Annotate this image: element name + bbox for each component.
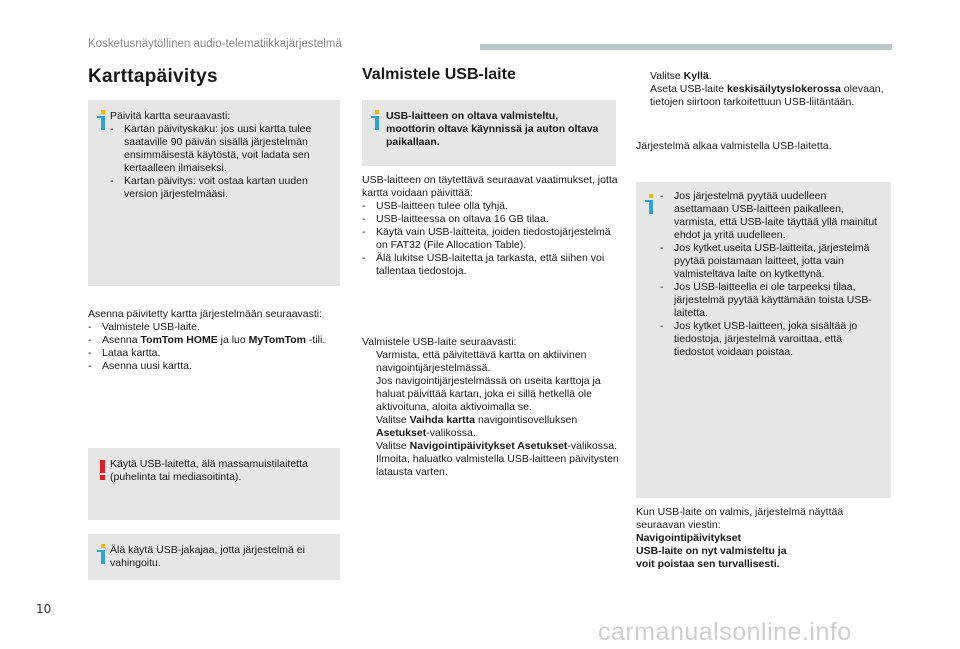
list-item: - Asenna uusi kartta. [88,360,192,372]
list-item: - USB-laitteen tulee olla tyhjä. [362,200,508,212]
ready-message-line: USB-laite on nyt valmisteltu ja [636,545,787,557]
section-title-prepare-usb: Valmistele USB-laite [362,66,516,83]
list-item: - Jos kytket USB-laitteen, joka sisältää jo tiedostoja, järjestelmä varoittaa, että tiedostot voidaan poistaa. [660,320,858,358]
list-item: - Älä lukitse USB-laitetta ja tarkasta, että siihen voi tallentaa tiedostoja. [362,252,605,277]
info-icon [370,110,386,130]
list-item: Valitse Vaihda kartta navigointisovelluksen Asetukset-valikossa. [376,414,578,439]
prepare-intro: Valmistele USB-laite seuraavasti: [362,336,517,348]
list-item: Ilmoita, haluatko valmistella USB-laitteen päivitysten latausta varten. [376,453,619,478]
list-item: Valitse Navigointipäivitykset Asetukset-valikossa. [376,440,618,452]
list-item: Valitse Kyllä. [650,70,712,82]
info-box-usb-errors [636,182,891,498]
list-item: Aseta USB-laite keskisäilytyslokerossa olevaan, tietojen siirtoon tarkoitettuun USB-liitäntään. [650,83,884,108]
prepare-steps-continued [636,70,892,109]
box-intro: Päivitä kartta seuraavasti: [110,110,231,122]
system-preparing-text: Järjestelmä alkaa valmistella USB-laitetta. [636,140,832,152]
list-item: - Jos kytket useita USB-laitteita, järjestelmä pyytää poistamaan laitteet, jotta vain valmisteltava laite on kytkettynä. [660,242,870,280]
ready-message-line: voit poistaa sen turvallisesti. [636,558,780,570]
warning-box-usb: Käytä USB-laitetta, älä massamuistilaitetta (puhelinta tai mediasoitinta). [88,448,340,520]
list-item: - Asenna TomTom HOME ja luo MyTomTom -tili. [88,334,326,346]
install-intro: Asenna päivitetty kartta järjestelmään seuraavasti: [88,308,323,320]
list-item: Varmista, että päivitettävä kartta on aktiivinen navigointijärjestelmässä. Jos navigointijärjestelmässä on useita karttoja ja haluat päivittää kartan, joka ei sillä hetkellä ole aktivoituna, aloita aktivoimalla se. [376,349,601,413]
list-item: - Kartan päivitys: voit ostaa kartan uuden version järjestelmääsi. [110,175,308,200]
list-item: - USB-laitteessa on oltava 16 GB tilaa. [362,213,549,225]
ready-message-line: Navigointipäivitykset [636,532,742,544]
watermark: carmanualsonline.info [598,618,852,646]
install-steps [88,308,344,373]
header-title: Kosketusnäytöllinen audio-telematiikkajärjestelmä [88,38,342,50]
ready-intro: Kun USB-laite on valmis, järjestelmä näyttää seuraavan viestin: [636,506,844,531]
requirements-intro: USB-laitteen on täytettävä seuraavat vaatimukset, jotta kartta voidaan päivittää: [362,174,618,199]
usb-ready-message [636,506,892,571]
info-box-usb-hub: Älä käytä USB-jakajaa, jotta järjestelmä ei vahingoitu. [88,534,340,580]
list-item: - Käytä vain USB-laitteita, joiden tiedostojärjestelmä on FAT32 (File Allocation Table). [362,226,611,251]
list-item: - Valmistele USB-laite. [88,321,200,333]
prepare-steps [362,336,620,479]
list-item: - Lataa kartta. [88,347,161,359]
info-icon [644,194,660,214]
usb-requirements [362,174,620,278]
header-bar [480,44,892,50]
list-item: - Kartan päivityskaku: jos uusi kartta tulee saataville 90 päivän sisällä järjestelmän ensimmäisestä käytöstä, voit ladata sen kertaalleen ilmaiseksi. [110,123,312,174]
info-box-usb-requirement: USB-laitteen on oltava valmisteltu, moottorin oltava käynnissä ja auton oltava paikallaan. [362,100,616,166]
list-item: - Jos USB-laitteella ei ole tarpeeksi tilaa, järjestelmä pyytää käyttämään toista USB-laitetta. [660,281,872,319]
list-item: - Jos järjestelmä pyytää uudelleen asettamaan USB-laitteen paikalleen, varmista, että USB-laite täyttää yllä mainitut ehdot ja yritä uudelleen. [660,190,878,241]
info-box-update-types [88,100,340,286]
section-title-map-update: Karttapäivitys [88,66,218,87]
page-number: 10 [36,602,52,616]
